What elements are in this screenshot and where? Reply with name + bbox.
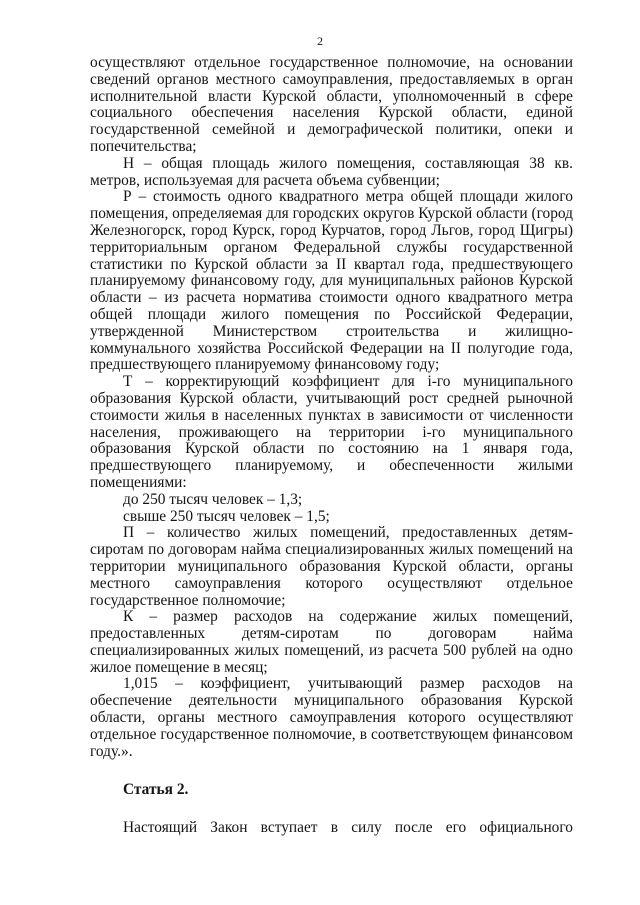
paragraph-t-value-1: до 250 тысяч человек – 1,3; xyxy=(123,490,303,508)
paragraph-t-value-2: свыше 250 тысяч человек – 1,5; xyxy=(123,507,330,525)
document-body xyxy=(90,55,573,760)
paragraph-t-definition: Т – корректирующий коэффициент для i-го муниципального образования Курской области, учитывающий рост средней рыночной стоимости жилья в населенных пунктах в зависимости от численности населения, проживающего на территории i-го муниципального образования Курской области по состоянию на 1 января года, предшествующего планируемому, и обеспеченности жилыми помещениями: xyxy=(90,373,573,491)
final-paragraph: Настоящий Закон вступает в силу после его официального xyxy=(123,819,573,836)
paragraph-p-definition: Р – стоимость одного квадратного метра общей площади жилого помещения, определяемая для городских округов Курской области (город Железногорск, город Курск, город Курчатов, город Льгов, город Щигры) территориальным органом Федеральной службы государственной статистики по Курской области за II квартал года, предшествующего планируемому финансовому году, для муниципальных районов Курской области – из расчета норматива стоимости одного квадратного метра общей площади жилого помещения по Российской Федерации, утвержденной Министерством строительства и жилищно-коммунального хозяйства Российской Федерации на II полугодие года, предшествующего планируемому финансовому году; xyxy=(90,188,573,374)
paragraph-n-definition: П – количество жилых помещений, предоставленных детям-сиротам по договорам найма специализированных жилых помещений на территории муниципального образования Курской области, органы местного самоуправления которого осуществляют отдельное государственное полномочие; xyxy=(90,524,573,609)
paragraph-coefficient-definition: 1,015 – коэффициент, учитывающий размер расходов на обеспечение деятельности муниципального образования Курской области, органы местного самоуправления которого осуществляют отдельное государственное полномочие, в соответствующем финансовом году.». xyxy=(90,675,573,760)
paragraph-h-definition: Н – общая площадь жилого помещения, составляющая 38 кв. метров, используемая для расчета объема субвенции; xyxy=(90,154,573,189)
paragraph-continuation: осуществляют отдельное государственное полномочие, на основании сведений органов местного самоуправления, предоставляемых в орган исполнительной власти Курской области, уполномоченный в сфере социального обеспечения населения Курской области, единой государственной семейной и демографической политики, опеки и попечительства; xyxy=(90,54,573,155)
page-number: 2 xyxy=(317,34,323,48)
article-heading: Статья 2. xyxy=(123,781,189,798)
paragraph-k-definition: К – размер расходов на содержание жилых помещений, предоставленных детям-сиротам по договорам найма специализированных жилых помещений, из расчета 500 рублей на одно жилое помещение в месяц; xyxy=(90,608,573,676)
